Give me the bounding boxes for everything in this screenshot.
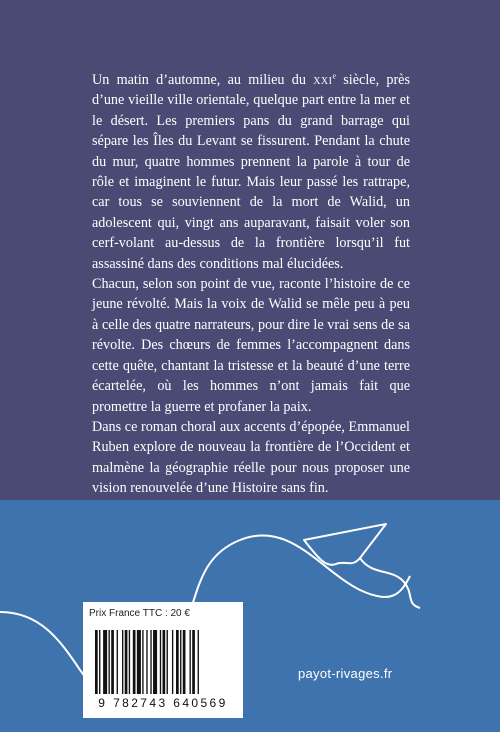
back-cover-bottom-panel <box>0 500 500 732</box>
barcode-bar <box>133 630 136 694</box>
barcode-bar <box>163 630 166 694</box>
isbn-number: 9 782743 640569 <box>98 696 228 710</box>
barcode-bar <box>137 630 141 694</box>
barcode-bar <box>176 630 179 694</box>
barcode-bar <box>122 630 123 694</box>
barcode-bar <box>103 630 107 694</box>
blurb-text <box>92 70 410 499</box>
blurb-paragraph-1: Un matin d’automne, au milieu du xxi$^e$ siècle, près d’une vieille ville orientale, quelque part entre la mer et le désert. Les premiers pans du grand barrage qui sépare les Îles du Levant se fissurent. Pendant la chute du mur, quatre hommes prennent la parole à tour de rôle et imaginent le futur. Mais leur passé les rattrape, car tous se souviennent de la mort de Walid, un adolescent qui, vingt ans auparavant, faisait voler son cerf-volant au-dessus de la frontière lorsqu’il fut assassiné dans des conditions mal élucidées. <box>92 71 411 272</box>
barcode-bar <box>190 630 191 694</box>
century-superscript: e <box>332 71 337 81</box>
barcode-bar <box>160 630 161 694</box>
blurb-paragraph-2: Chacun, selon son point de vue, raconte l’histoire de ce jeune révolté. Mais la voix de Walid se mêle peu à peu à celle des quatre narrateurs, pour dire le vrai sens de sa révolte. Des chœurs de femmes l’accompagnent dans cette quête, chantant la tristesse et la beauté d’une terre écartelée, où les hommes n’ont jamais fait que promettre la guerre et profaner la paix. <box>92 276 410 415</box>
barcode-bar <box>95 630 98 694</box>
barcode-bar <box>146 630 147 694</box>
publisher-url: payot-rivages.fr <box>298 666 393 681</box>
barcode-bar <box>125 630 128 694</box>
barcode-bar <box>109 630 110 694</box>
price-barcode-box <box>83 602 243 718</box>
barcode-bar <box>153 630 157 694</box>
barcode-icon <box>93 630 237 694</box>
kite-icon <box>0 500 500 732</box>
barcode-bar <box>150 630 151 694</box>
barcode-bar <box>167 630 168 694</box>
blurb-paragraph-3: Dans ce roman choral aux accents d’épopée, Emmanuel Ruben explore de nouveau la frontière de l’Occident et malmène la géographie réelle pour nous proposer une vision renouvelée d’une Histoire sans fin. <box>92 418 410 497</box>
kite-tail <box>360 558 420 608</box>
barcode-bar <box>99 630 100 694</box>
barcode-bar <box>117 630 118 694</box>
barcode-bar <box>172 630 173 694</box>
price-label: Prix France TTC : 20 € <box>89 608 190 619</box>
barcode-bar <box>129 630 130 694</box>
barcode-bar <box>192 630 195 694</box>
century-numeral: xxi <box>313 72 333 88</box>
barcode-bar <box>180 630 181 694</box>
barcode-bar <box>198 630 199 694</box>
barcode-bar <box>111 630 114 694</box>
barcode-bar <box>183 630 186 694</box>
barcode-bar <box>142 630 143 694</box>
